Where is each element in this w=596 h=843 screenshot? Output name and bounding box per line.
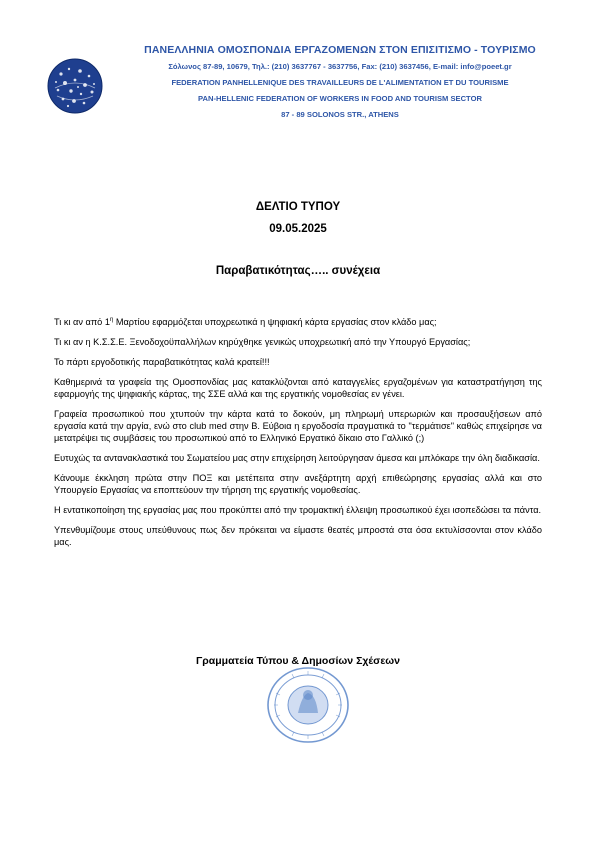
press-release-date: 09.05.2025 bbox=[269, 223, 327, 235]
org-title-english: PAN-HELLENIC FEDERATION OF WORKERS IN FOOD AND TOURISM SECTOR bbox=[198, 94, 482, 103]
paragraph-1-start: Τι κι αν από 1 bbox=[54, 317, 110, 327]
org-title-french: FEDERATION PANHELLENIQUE DES TRAVAILLEURS DE L'ALIMENTATION ET DU TOURISME bbox=[171, 78, 509, 87]
org-contact-line: Σόλωνος 87-89, 10679, Τηλ.: (210) 3637767 - 3637756, Fax: (210) 3637456, E-mail: info@poeet.gr bbox=[168, 62, 512, 71]
paragraph-1-end: Μαρτίου εφαρμόζεται υποχρεωτικά η ψηφιακή κάρτα εργασίας στον κλάδο μας; bbox=[113, 317, 437, 327]
letterhead bbox=[120, 44, 560, 126]
ordinal-superscript: η bbox=[109, 316, 114, 323]
paragraph-1 bbox=[54, 316, 542, 328]
press-release-body bbox=[54, 316, 542, 556]
org-title-greek: ΠΑΝΕΛΛΗΝΙΑ ΟΜΟΣΠΟΝΔΙΑ ΕΡΓΑΖΟΜΕΝΩΝ ΣΤΟΝ ΕΠΙΣΙΤΙΣΜΟ - ΤΟΥΡΙΣΜΟ bbox=[144, 44, 536, 56]
paragraph-4: Καθημερινά τα γραφεία της Ομοσπονδίας μας κατακλύζονται από καταγγελίες εργαζομένων για καταστρατήγηση της εφαρμογής της ψηφιακής κάρτας, της ΣΣΕ αλλά και της εργατικής νομοθεσίας εν γένει. bbox=[54, 377, 542, 399]
press-release-label: ΔΕΛΤΙΟ ΤΥΠΟΥ bbox=[255, 201, 341, 213]
federation-logo-icon bbox=[47, 58, 103, 114]
seal-stamp-icon bbox=[262, 665, 354, 745]
paragraph-6: Ευτυχώς τα αντανακλαστικά του Σωματείου μας στην επιχείρηση λειτούργησαν άμεσα και μπλόκαρε την όλη διαδικασία. bbox=[54, 453, 540, 463]
press-release-subject: Παραβατικότητας….. συνέχεια bbox=[215, 265, 381, 277]
paragraph-7: Κάνουμε έκκληση πρώτα στην ΠΟΞ και μετέπειτα στην ανεξάρτητη αρχή επιθεώρησης εργασίας αλλά και στο Υπουργείο Εργασίας να εποπτεύουν την τήρηση της εργατικής νομοθεσίας. bbox=[54, 473, 542, 495]
signature-line: Γραμματεία Τύπου & Δημοσίων Σχέσεων bbox=[195, 655, 401, 667]
paragraph-5: Γραφεία προσωπικού που χτυπούν την κάρτα κατά το δοκούν, μη πληρωμή υπερωριών και προσαυξήσεων από εργασία κατά την αργία, ενώ στο club med στην Β. Εύβοια η εργοδοσία πραγματικά το "τερμάτισε" καθώς επιχείρησε να μετατρέψει τις συμβάσεις του προσωπικού από το Ελληνικό Εργατικό δίκαιο στο Γαλλικό (;) bbox=[54, 409, 542, 443]
paragraph-8: Η εντατικοποίηση της εργασίας μας που προκύπτει από την τρομακτική έλλειψη προσωπικού έχει ισοπεδώσει τα πάντα. bbox=[54, 505, 542, 515]
paragraph-2: Τι κι αν η Κ.Σ.Σ.Ε. Ξενοδοχοϋπαλλήλων κηρύχθηκε γενικώς υποχρεωτική από την Υπουργό Εργασίας; bbox=[54, 337, 471, 347]
paragraph-9: Υπενθυμίζουμε στους υπεύθυνους πως δεν πρόκειται να είμαστε θεατές μπροστά στα όσα εκτυλίσσονται στον κλάδο μας. bbox=[54, 525, 542, 547]
paragraph-3: Το πάρτι εργοδοτικής παραβατικότητας καλά κρατεί!!! bbox=[54, 357, 270, 367]
org-address-english: 87 - 89 SOLONOS STR., ATHENS bbox=[281, 110, 399, 119]
